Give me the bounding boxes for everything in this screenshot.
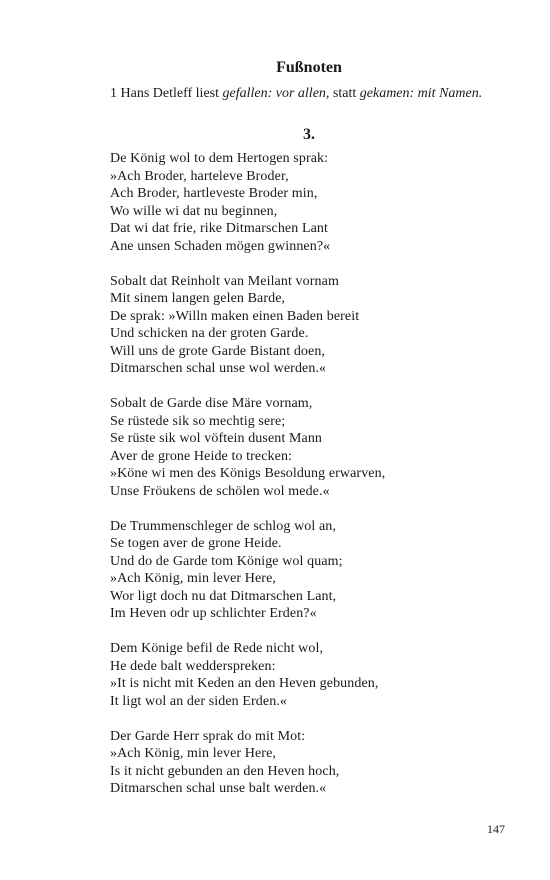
footnotes-heading: Fußnoten — [276, 59, 342, 76]
verse-line: Se rüstede sik so mechtig sere; — [110, 413, 286, 429]
verse-line: Unse Fröukens de schölen wol mede.« — [110, 483, 330, 499]
stanza — [110, 728, 385, 798]
footnote-italic-reading: gekamen: mit Namen. — [359, 86, 483, 101]
verse-line: »Ach Broder, harteleve Broder, — [110, 168, 289, 184]
verse-line: He dede balt wedderspreken: — [110, 658, 276, 674]
verse-line: Der Garde Herr sprak do mit Mot: — [110, 728, 306, 744]
stanza — [110, 395, 385, 500]
verse-line: Ditmarschen schal unse balt werden.« — [110, 781, 327, 796]
verse-line: Im Heven odr up schlichter Erden?« — [110, 606, 317, 621]
footnote-text: Hans Detleff liest — [120, 86, 219, 101]
verse-line: Sobalt de Garde dise Märe vornam, — [110, 396, 313, 411]
verse-line: It ligt wol an der siden Erden.« — [110, 693, 287, 709]
verse-line: »It is nicht mit Keden an den Heven gebunden, — [110, 676, 379, 691]
verse-line: Wo wille wi dat nu beginnen, — [110, 203, 278, 219]
verse-line: »Köne wi men des Königs Besoldung erwarven, — [110, 466, 386, 481]
verse-line: Se rüste sik wol vöftein dusent Mann — [110, 431, 323, 446]
stanza — [110, 518, 385, 623]
verse-line: Und schicken na der groten Garde. — [110, 326, 309, 341]
verse-line: Ane unsen Schaden mögen gwinnen?« — [110, 238, 331, 254]
footnote-number: 1 — [110, 86, 117, 101]
verse-line: Will uns de grote Garde Bistant doen, — [110, 343, 326, 359]
verse-line: Sobalt dat Reinholt van Meilant vornam — [110, 273, 339, 289]
footnote-1 — [110, 85, 482, 103]
stanza — [110, 640, 385, 710]
verse-line: Mit sinem langen gelen Barde, — [110, 291, 286, 306]
poem-body — [110, 150, 385, 815]
verse-line: De Trummenschleger de schlog wol an, — [110, 518, 337, 534]
page-number: 147 — [487, 822, 505, 836]
footnote-text: statt — [332, 86, 357, 101]
verse-line: Dem Könige befil de Rede nicht wol, — [110, 641, 324, 656]
verse-line: Ditmarschen schal unse wol werden.« — [110, 361, 327, 376]
verse-line: Se togen aver de grone Heide. — [110, 536, 282, 551]
verse-line: De sprak: »Willn maken einen Baden bereit — [110, 308, 360, 324]
verse-line: De König wol to dem Hertogen sprak: — [110, 151, 329, 166]
verse-line: Is it nicht gebunden an den Heven hoch, — [110, 763, 340, 779]
verse-line: Ach Broder, hartleveste Broder min, — [110, 186, 318, 201]
verse-line: »Ach König, min lever Here, — [110, 746, 276, 761]
poem-number: 3. — [303, 126, 315, 143]
stanza — [110, 150, 385, 255]
footnote-italic-reading: gefallen: vor allen, — [222, 86, 330, 101]
verse-line: Wor ligt doch nu dat Ditmarschen Lant, — [110, 588, 337, 604]
verse-line: Und do de Garde tom Könige wol quam; — [110, 553, 343, 569]
verse-line: »Ach König, min lever Here, — [110, 571, 276, 586]
stanza — [110, 273, 385, 378]
verse-line: Dat wi dat frie, rike Ditmarschen Lant — [110, 221, 328, 236]
verse-line: Aver de grone Heide to trecken: — [110, 448, 293, 464]
